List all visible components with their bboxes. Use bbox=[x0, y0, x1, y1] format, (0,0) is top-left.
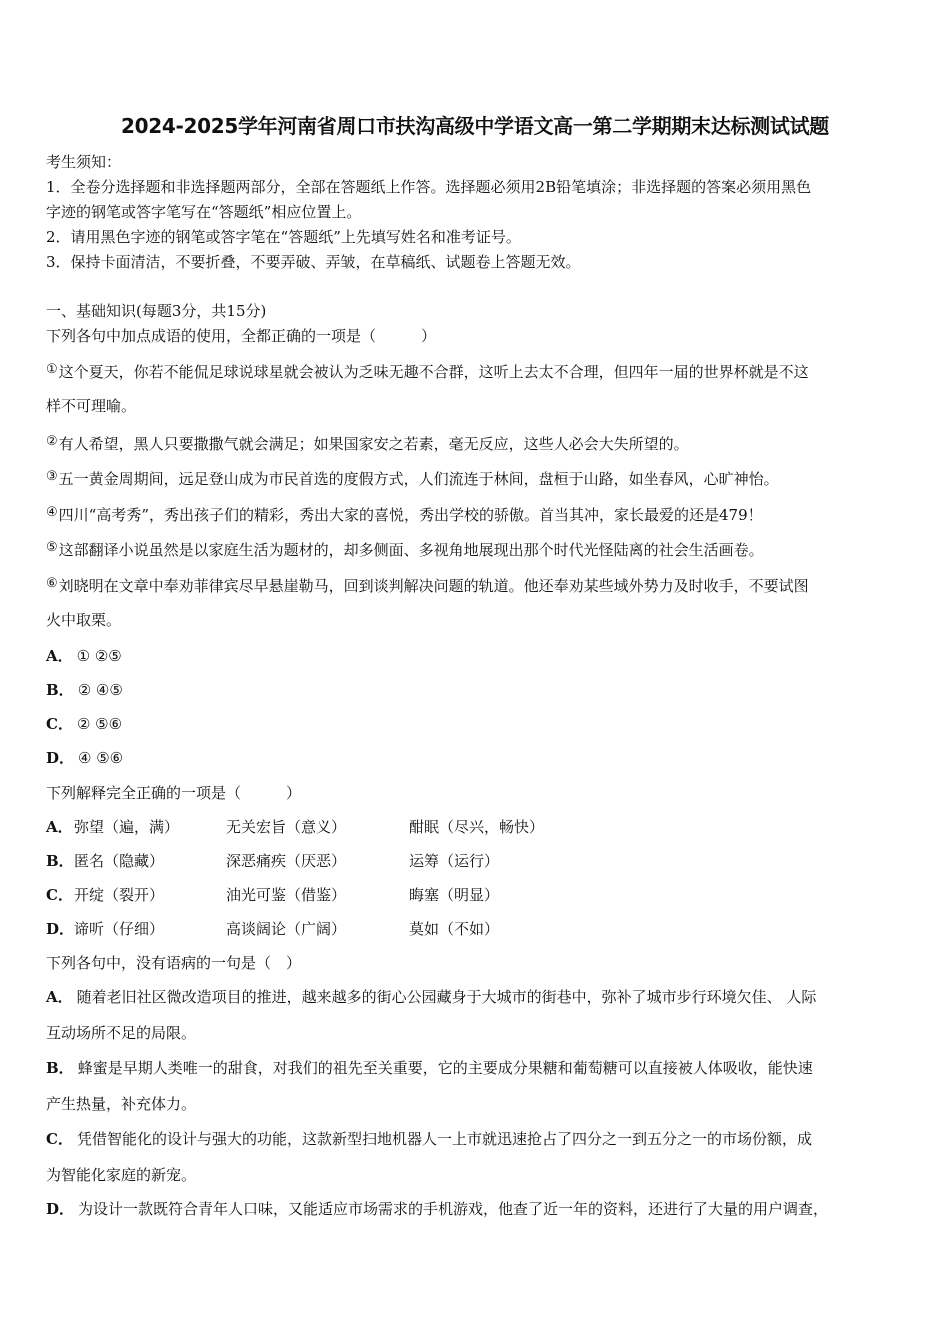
sentence-item: ④四川“高考秀”，秀出孩子们的精彩，秀出大家的喜悦，秀出学校的骄傲。首当其冲，家长最爱的还是479！ bbox=[46, 505, 763, 524]
answer-option-c: C． 凭借智能化的设计与强大的功能，这款新型扫地机器人一上市就迅速抢占了四分之一到五分之一的市场份额，成 bbox=[46, 1130, 812, 1148]
notice-item: 2．请用黑色字迹的钢笔或答字笔在“答题纸”上先填写姓名和准考证号。 bbox=[46, 228, 521, 246]
question-stem: 下列各句中，没有语病的一句是（ ） bbox=[46, 954, 302, 972]
answer-option-d: D． 谛听（仔细） 高谈阔论（广阔） 莫如（不如） bbox=[46, 920, 500, 938]
sentence-item: 火中取栗。 bbox=[46, 611, 122, 629]
sentence-item: ③五一黄金周期间，远足登山成为市民首选的度假方式，人们流连于林间，盘桓于山路，如坐春风，心旷神怡。 bbox=[46, 469, 779, 488]
answer-option-c: C． ② ⑤⑥ bbox=[46, 715, 123, 733]
answer-continuation: 为智能化家庭的新宠。 bbox=[46, 1166, 197, 1184]
notice-item: 字迹的钢笔或答字笔写在“答题纸”相应位置上。 bbox=[46, 203, 362, 221]
circled-number: ③ bbox=[46, 469, 58, 484]
answer-option-a: A． 随着老旧社区微改造项目的推进，越来越多的街心公园藏身于大城市的街巷中，弥补了城市步行环境欠佳、 人际 bbox=[46, 988, 817, 1006]
circled-number: ⑥ bbox=[46, 576, 58, 591]
circled-number: ④ bbox=[46, 505, 58, 520]
circled-number: ① bbox=[46, 362, 58, 377]
answer-option-a: A． ① ②⑤ bbox=[46, 647, 122, 665]
question-stem: 下列解释完全正确的一项是（ ） bbox=[46, 784, 302, 802]
circled-number: ⑤ bbox=[46, 540, 58, 555]
answer-option-c: C． 开绽（裂开） 油光可鉴（借鉴） 晦塞（明显） bbox=[46, 886, 500, 904]
answer-option-b: B． 匿名（隐藏） 深恶痛疾（厌恶） 运筹（运行） bbox=[46, 852, 500, 870]
answer-option-a: A． 弥望（遍，满） 无关宏旨（意义） 酣眠（尽兴，畅快） bbox=[46, 818, 545, 836]
answer-continuation: 互动场所不足的局限。 bbox=[46, 1024, 197, 1042]
sentence-item: ⑥刘晓明在文章中奉劝菲律宾尽早悬崖勒马，回到谈判解决问题的轨道。他还奉劝某些域外势力及时收手，不要试图 bbox=[46, 576, 809, 595]
sentence-item: ①这个夏天，你若不能侃足球说球星就会被认为乏味无趣不合群，这听上去太不合理，但四年一届的世界杯就是不这 bbox=[46, 362, 809, 381]
sentence-item: ②有人希望，黑人只要撒撒气就会满足；如果国家安之若素，毫无反应，这些人必会大失所望的。 bbox=[46, 434, 689, 453]
answer-continuation: 产生热量，补充体力。 bbox=[46, 1095, 197, 1113]
section-heading: 一、基础知识(每题3分，共15分) bbox=[46, 302, 267, 320]
notice-item: 3．保持卡面清洁，不要折叠，不要弄破、弄皱，在草稿纸、试题卷上答题无效。 bbox=[46, 253, 581, 271]
notice-heading: 考生须知： bbox=[46, 153, 122, 171]
answer-option-d: D． ④ ⑤⑥ bbox=[46, 749, 124, 767]
answer-option-b: B． 蜂蜜是早期人类唯一的甜食，对我们的祖先至关重要，它的主要成分果糖和葡萄糖可以直接被人体吸收，能快速 bbox=[46, 1059, 813, 1077]
sentence-item: ⑤这部翻译小说虽然是以家庭生活为题材的，却多侧面、多视角地展现出那个时代光怪陆离的社会生活画卷。 bbox=[46, 540, 764, 559]
question-stem: 下列各句中加点成语的使用，全都正确的一项是（ ） bbox=[46, 327, 437, 345]
answer-option-d: D． 为设计一款既符合青年人口味，又能适应市场需求的手机游戏，他查了近一年的资料，还进行了大量的用户调查， bbox=[46, 1200, 829, 1218]
answer-option-b: B． ② ④⑤ bbox=[46, 681, 123, 699]
sentence-item: 样不可理喻。 bbox=[46, 397, 137, 415]
page-title: 2024-2025学年河南省周口市扶沟高级中学语文高一第二学期期末达标测试试题 bbox=[121, 114, 829, 138]
notice-item: 1．全卷分选择题和非选择题两部分，全部在答题纸上作答。选择题必须用2B铅笔填涂；非选择题的答案必须用黑色 bbox=[46, 178, 812, 196]
circled-number: ② bbox=[46, 434, 58, 449]
